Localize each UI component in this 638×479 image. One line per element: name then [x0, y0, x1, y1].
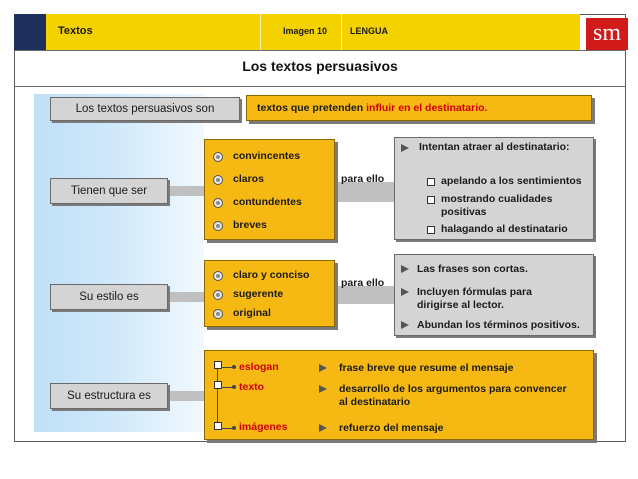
connector — [170, 292, 204, 302]
purpose-title: Intentan atraer al destinatario: — [419, 141, 570, 153]
style-result: Abundan los términos positivos. — [417, 319, 580, 331]
left-gradient-band — [34, 94, 204, 432]
purpose-item: halagando al destinatario — [441, 223, 568, 235]
connector-label: para ello — [341, 173, 385, 185]
header-dark-block — [14, 14, 46, 50]
label-estilo: Su estilo es — [50, 284, 168, 310]
qualities-box — [204, 139, 335, 240]
header-separator — [260, 14, 261, 50]
structure-item-desc: frase breve que resume el mensaje — [339, 362, 514, 374]
style-item: sugerente — [233, 288, 284, 300]
bullet-icon — [213, 221, 223, 231]
style-result: Las frases son cortas. — [417, 263, 528, 275]
style-box — [204, 260, 335, 327]
bullet-icon — [213, 152, 223, 162]
label-tienen-que-ser: Tienen que ser — [50, 178, 168, 204]
arrow-right-icon — [319, 364, 327, 372]
sm-logo: sm — [586, 18, 628, 50]
definition-text: textos que pretenden influir en el destinatario. — [257, 102, 488, 114]
page-title: Los textos persuasivos — [242, 58, 398, 74]
structure-item-name: eslogan — [239, 361, 279, 373]
tree-dot-icon — [232, 426, 236, 430]
divider — [14, 50, 626, 51]
quality-item: claros — [233, 173, 264, 185]
header-bar — [14, 14, 626, 50]
structure-item-name: imágenes — [239, 421, 288, 433]
connector — [170, 186, 204, 196]
subject-label: LENGUA — [350, 26, 388, 36]
style-item: original — [233, 307, 271, 319]
tree-line — [217, 367, 218, 428]
bullet-icon — [213, 175, 223, 185]
arrow-right-icon — [319, 385, 327, 393]
bullet-icon — [213, 271, 223, 281]
connector-label: para ello — [341, 277, 385, 289]
arrow-right-icon — [319, 424, 327, 432]
style-item: claro y conciso — [233, 269, 310, 281]
structure-box — [204, 350, 594, 440]
header-separator — [341, 14, 342, 50]
purpose-item: apelando a los sentimientos — [441, 175, 582, 187]
structure-item-desc: refuerzo del mensaje — [339, 422, 444, 434]
divider — [14, 86, 626, 87]
bullet-icon — [213, 198, 223, 208]
bullet-icon — [213, 290, 223, 300]
checkbox-icon — [427, 178, 435, 186]
tree-dot-icon — [232, 385, 236, 389]
label-definition: Los textos persuasivos son — [50, 97, 240, 121]
image-label: Imagen 10 — [283, 26, 328, 36]
structure-item-desc-cont: al destinatario — [339, 396, 411, 408]
structure-item-name: texto — [239, 381, 265, 393]
checkbox-icon — [427, 196, 435, 204]
arrow-right-icon — [401, 144, 409, 152]
arrow-right-icon — [401, 288, 409, 296]
purpose-item: mostrando cualidades — [441, 193, 553, 205]
style-result-cont: dirigirse al lector. — [417, 299, 504, 311]
checkbox-icon — [427, 226, 435, 234]
style-result: Incluyen fórmulas para — [417, 286, 532, 298]
arrow-right-icon — [401, 321, 409, 329]
structure-item-desc: desarrollo de los argumentos para convencer — [339, 383, 567, 395]
purpose-box — [394, 137, 594, 240]
tree-dot-icon — [232, 365, 236, 369]
connector — [170, 391, 204, 401]
label-estructura: Su estructura es — [50, 383, 168, 409]
style-result-box — [394, 254, 594, 336]
quality-item: contundentes — [233, 196, 302, 208]
section-title: Textos — [58, 25, 93, 37]
arrow-right-icon — [401, 265, 409, 273]
purpose-item-cont: positivas — [441, 206, 487, 218]
definition-box — [246, 95, 592, 121]
quality-item: breves — [233, 219, 267, 231]
bullet-icon — [213, 309, 223, 319]
quality-item: convincentes — [233, 150, 301, 162]
connector — [338, 182, 394, 202]
